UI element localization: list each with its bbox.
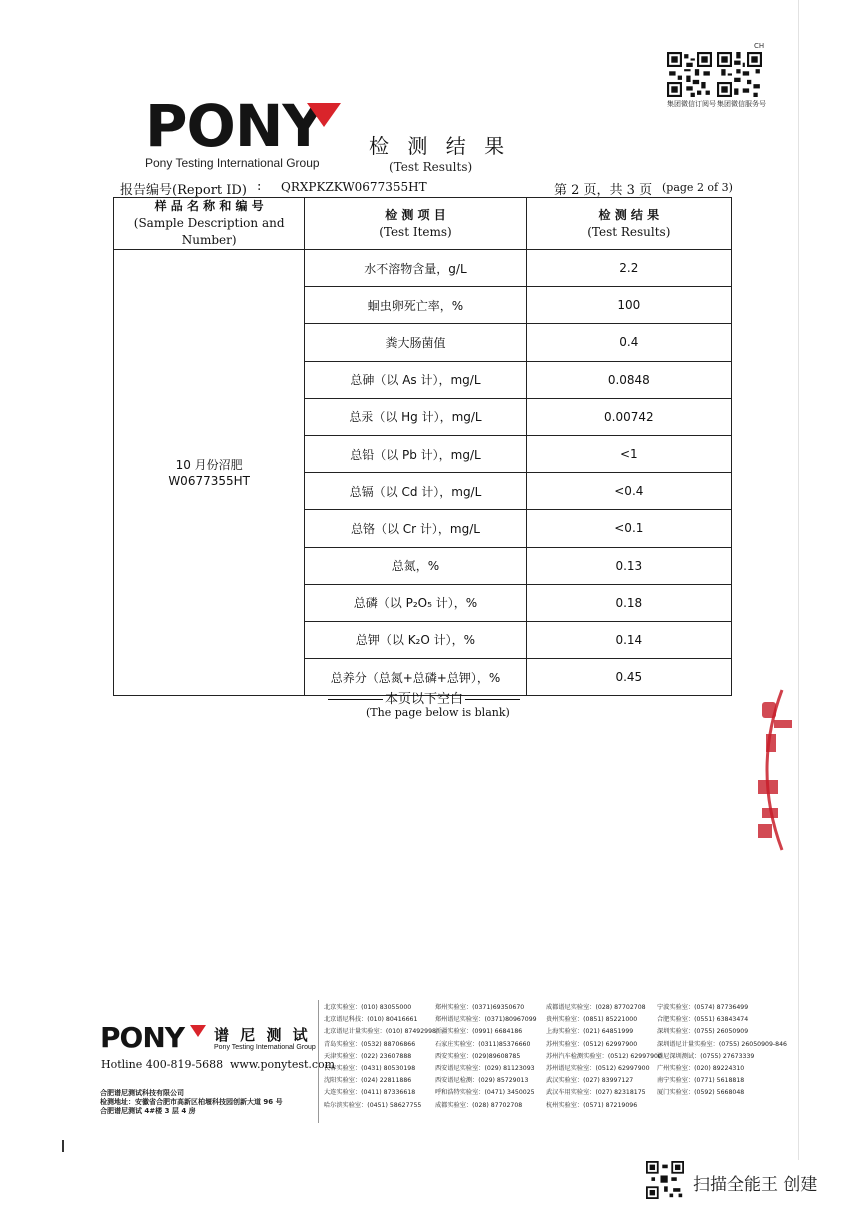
footer-brand-cn: 谱 尼 测 试 [214,1026,311,1044]
footer-company-info [100,1089,283,1116]
document-subtitle: (Test Results) [389,160,473,174]
header-sample [114,198,305,250]
footer-divider [318,1000,319,1123]
lab-contact: 新疆实验室：(0991) 6684186 [435,1028,523,1036]
lab-contact: 苏州实验室：(0512) 62997900 [546,1040,638,1048]
lab-contacts-grid [324,1002,787,1112]
lab-contact: 郑州谱尼实验室：(0371)80967099 [435,1016,537,1024]
page-number-en: (page 2 of 3) [662,181,733,194]
document-title: 检 测 结 果 [369,134,511,158]
test-result: 0.13 [526,547,731,584]
lab-contact: 西安谱尼检测：(029) 85729013 [435,1077,529,1085]
pony-logo: PONY [145,92,324,160]
lab-contact: 厦门实验室：(0592) 5668048 [657,1089,745,1097]
lab-contact: 西安实验室：(029)89608785 [435,1052,521,1060]
table-header-row [114,198,732,250]
footer-brand-en: Pony Testing International Group [214,1044,316,1051]
lab-contact: 谱尼深圳测试：(0755) 27673339 [657,1052,755,1060]
header-results [526,198,731,250]
report-id-label: 报告编号(Report ID) [120,183,247,198]
camscanner-qr-icon [646,1161,684,1199]
page-number-cn: 第 2 页，共 3 页 [554,183,653,198]
lab-contact: 苏州谱尼实验室：(0512) 62997900 [546,1064,650,1072]
test-item: 总养分（总氮+总磷+总钾），% [305,659,526,696]
footer-hotline: Hotline 400-819-5688 [101,1058,224,1071]
header-sample-cn: 样 品 名 称 和 编 号 [154,199,264,213]
logo-subtitle: Pony Testing International Group [145,156,320,170]
lab-contact: 北京谱尼科技：(010) 80416661 [324,1016,418,1024]
lab-contact: 呼和浩特实验室：(0471) 3450025 [435,1089,535,1097]
lab-contact: 深圳谱尼计量实验室：(0755) 26050909-846 [657,1040,787,1048]
test-item: 总钾（以 K₂O 计），% [305,621,526,658]
lab-contact: 南宁实验室：(0771) 5618818 [657,1077,745,1085]
test-result: 2.2 [526,250,731,287]
lab-contact: 石家庄实验室：(0311)85376660 [435,1040,531,1048]
lab-contact: 武汉实验室：(027) 83997127 [546,1077,634,1085]
sample-name: 10 月份沼肥 [175,457,243,472]
wechat-service-qr-icon [717,52,762,97]
blank-dash-right [465,699,520,700]
sample-cell [114,250,305,696]
lab-contact: 郑州实验室：(0371)69350670 [435,1004,525,1011]
corner-mark: CH [754,42,765,50]
blank-notice-cn: 本页以下空白 [385,692,464,707]
lab-contact: 长春实验室：(0431) 80530198 [324,1064,416,1072]
red-seal-stamp-icon [752,690,798,850]
sample-number: W0677355HT [168,473,250,488]
test-item: 水不溶物含量，g/L [305,250,526,287]
header-items-cn: 检 测 项 目 [385,207,446,222]
test-item: 蛔虫卵死亡率，% [305,287,526,324]
lab-contact: 宁波实验室：(0574) 87736499 [657,1004,749,1011]
lab-contact: 武汉车用实验室：(027) 82318175 [546,1089,646,1097]
test-result: 0.45 [526,659,731,696]
test-result: <0.4 [526,473,731,510]
lab-contact: 深圳实验室：(0755) 26050909 [657,1028,749,1036]
header-items [305,198,526,250]
lab-contact: 成都谱尼实验室：(028) 87702708 [546,1004,646,1011]
qr-label-service: 集团微信服务号 [717,100,766,108]
footer-website: www.ponytest.com [230,1058,336,1071]
test-result: <0.1 [526,510,731,547]
test-item: 总砷（以 As 计），mg/L [305,361,526,398]
test-result: 100 [526,287,731,324]
test-item: 总铬（以 Cr 计），mg/L [305,510,526,547]
lab-contact: 大连实验室：(0411) 87336618 [324,1089,416,1097]
test-item: 总汞（以 Hg 计），mg/L [305,398,526,435]
lab-contact: 成都实验室：(028) 87702708 [435,1101,523,1109]
lab-contact: 天津实验室：(022) 23607888 [324,1052,412,1060]
header-sample-en: (Sample Description and Number) [133,216,285,247]
lab-contact: 合肥实验室：(0551) 63843474 [657,1016,749,1024]
test-result: 0.18 [526,584,731,621]
camscanner-watermark: 扫描全能王 创建 [693,1175,818,1195]
header-items-en: (Test Items) [379,224,452,239]
wechat-subscription-qr-icon [667,52,712,97]
lab-contact: 贵州实验室：(0851) 85221000 [546,1016,638,1024]
test-item: 总镉（以 Cd 计），mg/L [305,473,526,510]
report-id-value: QRXPKZKW0677355HT [281,180,427,194]
test-result: 0.14 [526,621,731,658]
test-result: 0.0848 [526,361,731,398]
lab-contact: 上海实验室：(021) 64851999 [546,1028,634,1036]
test-result: 0.00742 [526,398,731,435]
lab-contact: 北京谱尼计量实验室：(010) 87492998 [324,1028,436,1036]
blank-notice [326,688,522,707]
lab-contact: 沈阳实验室：(024) 22811886 [324,1077,412,1085]
qr-label-subscription: 集团微信订阅号 [667,100,716,108]
lab-contact: 苏州汽车检测实验室：(0512) 62997900 [546,1052,662,1060]
lab-contact: 青岛实验室：(0532) 88706866 [324,1040,416,1048]
blank-dash-left [328,699,383,700]
test-item: 粪大肠菌值 [305,324,526,361]
report-id-colon: : [257,179,262,194]
results-table [113,197,732,696]
footer-logo-triangle-icon [190,1025,206,1037]
lab-contact: 杭州实验室：(0571) 87219096 [546,1101,638,1109]
lab-contact: 西安谱尼实验室：(029) 81123093 [435,1064,535,1072]
blank-notice-en: (The page below is blank) [366,706,510,719]
test-item: 总磷（以 P₂O₅ 计），% [305,584,526,621]
header-results-en: (Test Results) [587,224,671,239]
logo-triangle-icon [307,103,341,127]
lab-contact: 北京实验室：(010) 83055000 [324,1004,412,1011]
company-line: 检测地址：安徽省合肥市高新区柏堰科技园创新大道 96 号 [100,1098,283,1106]
table-row [114,250,732,287]
test-item: 总铅（以 Pb 计），mg/L [305,435,526,472]
header-results-cn: 检 测 结 果 [598,207,660,222]
test-result: 0.4 [526,324,731,361]
test-item: 总氮，% [305,547,526,584]
lab-contact: 广州实验室：(020) 89224310 [657,1064,745,1072]
company-line: 合肥谱尼测试 4#楼 3 层 4 房 [100,1107,196,1115]
test-result: <1 [526,435,731,472]
company-line: 合肥谱尼测试科技有限公司 [100,1089,184,1097]
footer-logo: PONY [100,1021,185,1054]
lab-contact: 哈尔滨实验室：(0451) 58627755 [324,1101,422,1109]
scan-edge-mark [62,1140,64,1152]
